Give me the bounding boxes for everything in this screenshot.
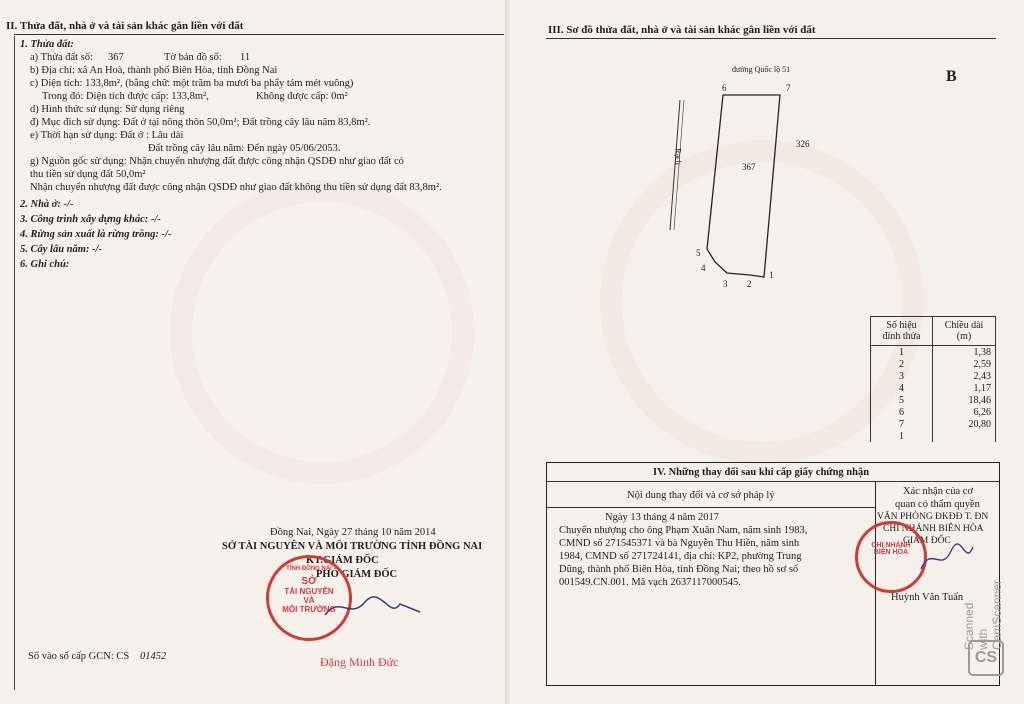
- vertex-1: 1: [769, 270, 774, 280]
- camscanner-logo: [968, 640, 1004, 676]
- office-signature: [917, 539, 977, 579]
- table-header: [871, 317, 996, 346]
- length-cell: 2,43: [933, 370, 996, 382]
- area-granted: Trong đó: Diện tích được cấp: 133,8m²,: [42, 91, 209, 102]
- signature: [320, 590, 430, 626]
- address: b) Địa chỉ: xã An Hoà, thành phố Biên Hòa, tỉnh Đồng Nai: [30, 65, 278, 76]
- road-label: đường Quốc lộ 51: [732, 65, 791, 74]
- table-row: [871, 346, 996, 359]
- north-icon: B: [946, 68, 957, 85]
- vertex-cell: 7: [871, 418, 933, 430]
- origin-1: g) Nguồn gốc sử dụng: Nhận chuyển nhượng đất được công nhận QSDĐ như giao đất có: [30, 156, 404, 167]
- agency-name: SỞ TÀI NGUYÊN VÀ MÔI TRƯỜNG TỈNH ĐỒNG NAI: [222, 541, 483, 552]
- col-confirm-label-2: quan có thẩm quyền: [895, 499, 980, 510]
- item4-forest: 4. Rừng sản xuất là rừng trồng: -/-: [20, 229, 172, 240]
- col-length-unit: (m): [956, 331, 972, 342]
- signer-name: Đặng Minh Đức: [320, 655, 399, 669]
- vertex-cell: 3: [871, 370, 933, 382]
- content-header-rule: [547, 507, 875, 508]
- vertex-cell: 2: [871, 358, 933, 370]
- change-line-2: CMND số 271545371 và bà Nguyễn Thu Hiền, năm sinh: [559, 538, 800, 549]
- item6-notes: 6. Ghi chú:: [20, 259, 70, 270]
- table-row: [871, 418, 996, 430]
- map-sheet-label: Tờ bản đồ số:: [164, 52, 222, 63]
- lengths-table: [870, 316, 996, 442]
- section3-title: III. Sơ đồ thửa đất, nhà ở và tài sản khác gắn liền với đất: [548, 24, 816, 36]
- origin-3: Nhận chuyển nhượng đất được công nhận QSDĐ như giao đất không thu tiền sử dụng đất 83,8m².: [30, 182, 442, 193]
- origin-2: thu tiền sử dụng đất 50,0m²: [30, 169, 146, 180]
- section4-title: IV. Những thay đổi sau khi cấp giấy chứng nhận: [653, 467, 870, 478]
- col-vertex-label: Số hiệu: [886, 320, 917, 331]
- col-vertex: [871, 317, 933, 346]
- vertex-3: 3: [723, 279, 728, 289]
- table-row: [871, 370, 996, 382]
- parcel-label: 367: [742, 162, 756, 172]
- use-form: d) Hình thức sử dụng: Sử dụng riêng: [30, 104, 185, 115]
- length-cell: [933, 430, 996, 442]
- vertex-2: 2: [747, 279, 752, 289]
- item1-title: 1. Thửa đất:: [20, 39, 74, 50]
- change-line-5: 001549.CN.001. Mã vạch 2637117000545.: [559, 577, 741, 588]
- right-page: [510, 0, 1024, 704]
- branch-stamp-a: CHI NHÁNH: [871, 542, 911, 549]
- top-rule: [14, 34, 504, 35]
- left-page: [0, 0, 507, 704]
- vertex-cell: 1: [871, 346, 933, 359]
- canal-line: [670, 100, 680, 230]
- vertex-4: 4: [701, 263, 706, 273]
- item3-construction: 3. Công trình xây dựng khác: -/-: [20, 214, 161, 225]
- vertex-6: 6: [722, 83, 727, 93]
- registry-number: 01452: [140, 651, 167, 662]
- parcel-number: 367: [108, 52, 124, 63]
- col-confirm-label: Xác nhận của cơ: [903, 486, 973, 497]
- change-line-4: Dũng, thành phố Biên Hòa, tỉnh Đồng Nai; theo hồ sơ số: [559, 564, 799, 575]
- col-length-label: Chiều dài: [944, 320, 984, 331]
- parcel-number-label: a) Thửa đất số:: [30, 52, 93, 63]
- length-cell: 18,46: [933, 394, 996, 406]
- office-signer: Huỳnh Văn Tuấn: [891, 592, 964, 603]
- stamp-bot: MÔI TRƯỜNG: [282, 605, 336, 614]
- kt-director: KT.GIÁM ĐỐC: [306, 555, 379, 566]
- branch-stamp-b: BIÊN HÒA: [873, 549, 909, 556]
- area-not-granted: Không được cấp: 0m²: [256, 91, 348, 102]
- use-term-perennial: Đất trồng cây lâu năm: Đến ngày 05/06/2053.: [148, 143, 341, 154]
- parcel-outline: [707, 95, 780, 277]
- length-cell: 20,80: [933, 418, 996, 430]
- stamp-top: SỞ: [301, 576, 317, 587]
- deputy-director: PHÓ GIÁM ĐỐC: [316, 569, 398, 580]
- left-border: [14, 36, 15, 690]
- vertex-5: 5: [696, 248, 701, 258]
- stamp-mid: TÀI NGUYÊN: [284, 587, 334, 596]
- length-cell: 6,26: [933, 406, 996, 418]
- length-cell: 1,38: [933, 346, 996, 359]
- stamp-and: VÀ: [303, 596, 315, 605]
- office-branch: CHI NHÁNH BIÊN HÒA: [883, 524, 984, 534]
- vertex-cell: 1: [871, 430, 933, 442]
- scanner-watermark: Scanned with CamScanner: [962, 579, 1004, 650]
- col-content-label: Nội dung thay đổi và cơ sở pháp lý: [627, 490, 775, 501]
- table-row: [871, 382, 996, 394]
- use-term: e) Thời hạn sử dụng: Đất ở : Lâu dài: [30, 130, 184, 141]
- registry-label: Số vào sổ cấp GCN: CS: [28, 651, 130, 662]
- change-date: Ngày 13 tháng 4 năm 2017: [605, 512, 720, 523]
- col-vertex-label-2: đỉnh thửa: [882, 331, 921, 342]
- section2-title: II. Thửa đất, nhà ở và tài sản khác gắn liền với đất: [6, 20, 244, 32]
- parcel-diagram: [660, 55, 860, 295]
- area: c) Diện tích: 133,8m², (bằng chữ: một trăm ba mươi ba phẩy tám mét vuông): [30, 78, 354, 89]
- vertex-cell: 4: [871, 382, 933, 394]
- cs-icon: CS: [974, 649, 998, 666]
- vertex-cell: 5: [871, 394, 933, 406]
- stamp-ring-text: TỈNH ĐỒNG NAI: [286, 566, 332, 572]
- change-line-1: Chuyển nhượng cho ông Phạm Xuân Nam, năm sinh 1983,: [559, 525, 808, 536]
- table-row: [871, 430, 996, 442]
- neighbor-label: 326: [796, 139, 810, 149]
- item2-house: 2. Nhà ở: -/-: [20, 199, 74, 210]
- length-cell: 1,17: [933, 382, 996, 394]
- change-line-3: 1984, CMND số 271724141, địa chỉ: KP2, phường Trung: [559, 551, 802, 562]
- office-name: VĂN PHÒNG ĐKĐĐ T. ĐN: [877, 512, 989, 522]
- changes-box: [546, 462, 1000, 686]
- office-director: GIÁM ĐỐC: [903, 536, 951, 546]
- sign-date: Đồng Nai, Ngày 27 tháng 10 năm 2014: [270, 527, 436, 538]
- col-length: [933, 317, 996, 346]
- table-row: [871, 406, 996, 418]
- table-row: [871, 358, 996, 370]
- length-cell: 2,59: [933, 358, 996, 370]
- use-purpose: đ) Mục đích sử dụng: Đất ở tại nông thôn 50,0m²; Đất trồng cây lâu năm 83,8m².: [30, 117, 371, 128]
- vertex-7: 7: [786, 83, 791, 93]
- watermark: [170, 180, 474, 484]
- canal-label: Rạch: [673, 148, 683, 165]
- right-top-rule: [546, 38, 996, 39]
- changes-rule: [547, 481, 999, 482]
- item5-perennial: 5. Cây lâu năm: -/-: [20, 244, 102, 255]
- table-row: [871, 394, 996, 406]
- map-sheet: 11: [240, 52, 251, 63]
- table-body: [871, 346, 996, 443]
- vertex-cell: 6: [871, 406, 933, 418]
